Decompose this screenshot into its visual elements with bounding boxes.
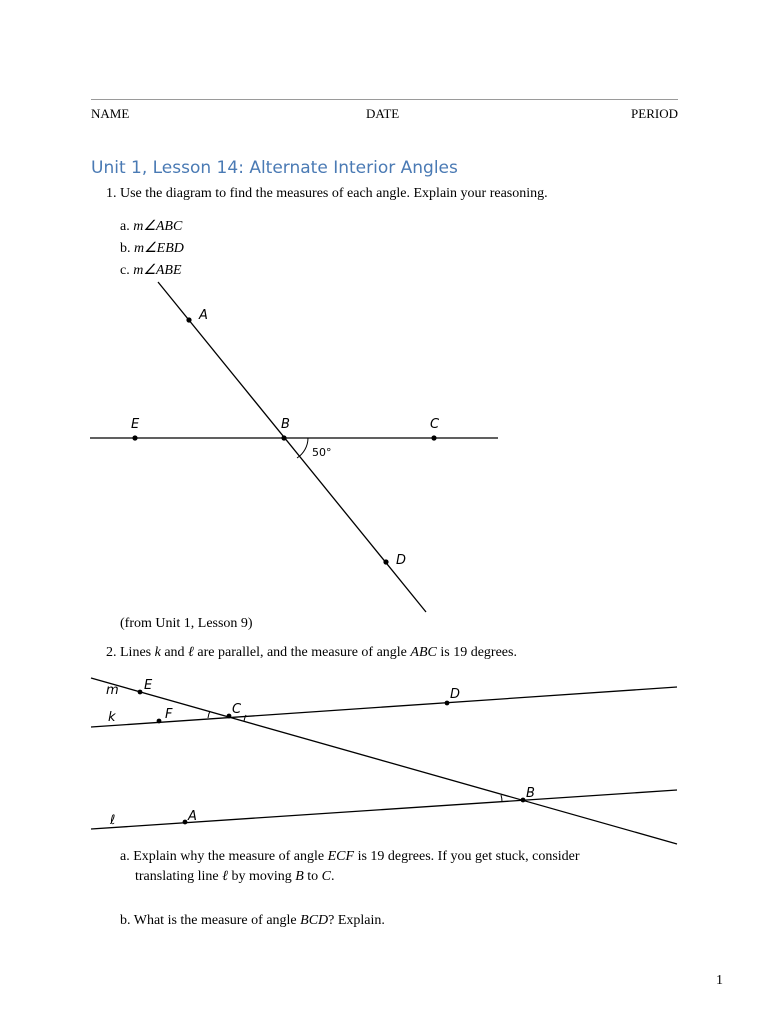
point-d	[445, 701, 450, 706]
part-2b: b. What is the measure of angle BCD? Explain.	[120, 913, 385, 928]
line-k	[91, 687, 677, 727]
part-2a-line-1: a. Explain why the measure of angle ECF is 19 degrees. If you get stuck, consider	[120, 849, 580, 864]
problem-number: 2.	[106, 645, 117, 660]
source-note: (from Unit 1, Lesson 9)	[120, 616, 253, 631]
line-l	[91, 790, 677, 829]
point-c	[227, 714, 232, 719]
point-a	[183, 820, 188, 825]
part-2a-line-2: translating line ℓ by moving B to C.	[135, 869, 335, 884]
angle-label: 50°	[312, 446, 332, 459]
label-c: C	[232, 702, 242, 717]
period-label: PERIOD	[631, 106, 678, 121]
line-label-l: ℓ	[110, 813, 116, 828]
label-a: A	[188, 809, 197, 824]
label-a: A	[199, 308, 208, 323]
part-a: a. m∠ABC	[120, 219, 183, 234]
label-b: B	[281, 417, 290, 432]
point-e	[138, 690, 143, 695]
label-b: B	[526, 786, 535, 801]
angle-expr: m∠ABC	[133, 219, 183, 234]
line-m	[91, 678, 677, 844]
lesson-title: Unit 1, Lesson 14: Alternate Interior Angles	[91, 158, 458, 178]
angle-expr: m∠ABE	[133, 263, 182, 278]
point-f	[157, 719, 162, 724]
label-d: D	[396, 553, 407, 568]
label-d: D	[450, 687, 461, 702]
angle-expr: m∠EBD	[134, 241, 184, 256]
problem-number: 1.	[106, 186, 117, 201]
angle-mark-c-left	[208, 711, 210, 718]
page-number: 1	[716, 973, 723, 988]
problem-2-prompt: 2. Lines k and ℓ are parallel, and the measure of angle ABC is 19 degrees.	[106, 645, 517, 660]
problem-text: Use the diagram to find the measures of each angle. Explain your reasoning.	[120, 186, 548, 201]
date-label: DATE	[366, 106, 400, 121]
label-c: C	[430, 417, 440, 432]
label-e: E	[144, 678, 153, 693]
point-b	[521, 798, 526, 803]
line-label-m: m	[106, 683, 119, 698]
label-e: E	[131, 417, 140, 432]
angle-mark-b	[501, 795, 502, 802]
label-f: F	[165, 707, 173, 722]
part-c: c. m∠ABE	[120, 263, 182, 278]
part-b: b. m∠EBD	[120, 241, 184, 256]
name-label: NAME	[91, 106, 130, 121]
line-label-k: k	[108, 710, 116, 725]
